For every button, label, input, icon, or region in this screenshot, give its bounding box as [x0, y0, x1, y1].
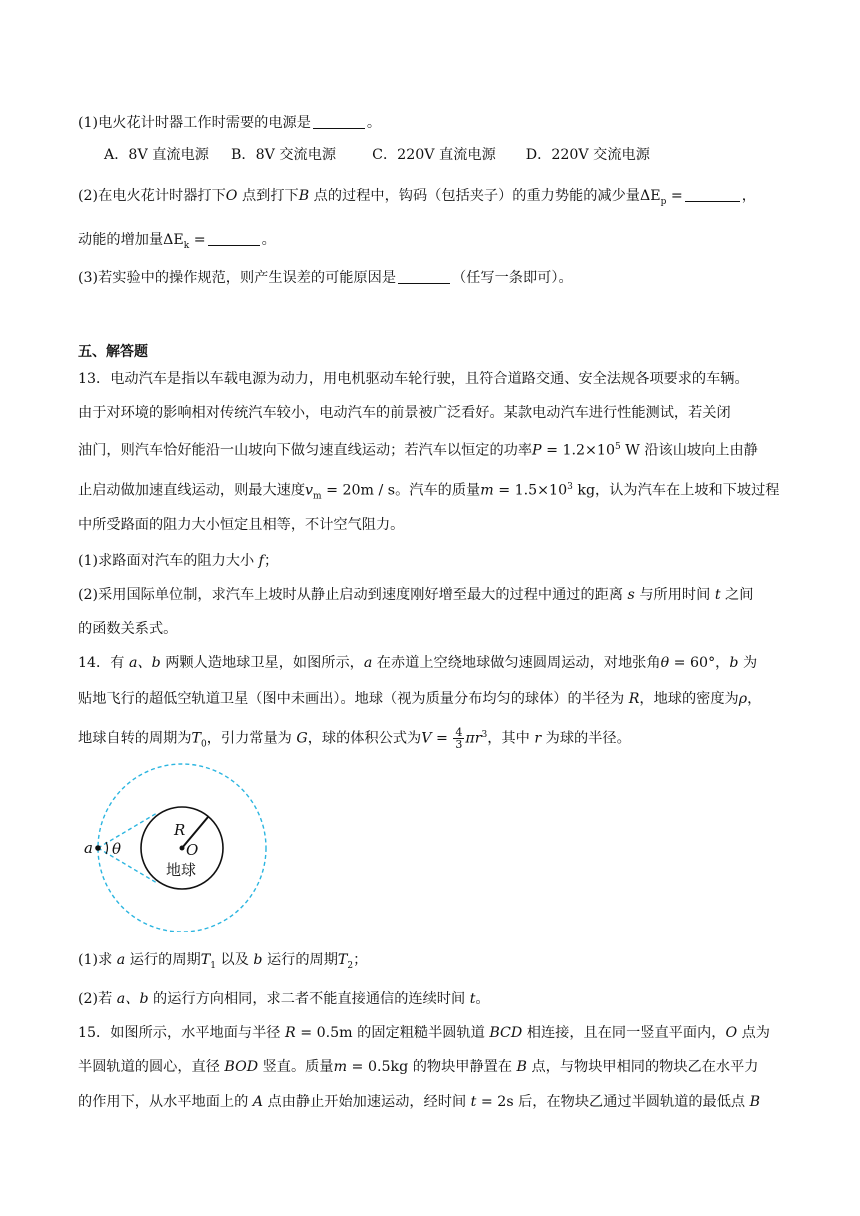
q13-s2-t: t — [710, 587, 726, 603]
q15-a: A — [248, 1094, 268, 1110]
satellite-a-point — [95, 845, 101, 851]
q14-l3e: 为球的半径。 — [545, 730, 631, 747]
q14-s1-a: a — [112, 952, 130, 968]
option-b: B．8V 交流电源 — [230, 147, 337, 163]
q3-blank — [398, 269, 450, 284]
q1-blank — [313, 114, 365, 129]
q14-t0: T — [191, 730, 201, 747]
q13-v-sub: m — [313, 491, 322, 502]
q14-s2c: 。 — [475, 991, 490, 1007]
q15-l1d: 点为 — [741, 1025, 770, 1041]
q14-line3 — [78, 725, 631, 755]
q2-line — [78, 186, 756, 212]
q14-fraction — [453, 727, 464, 750]
q2-point-b: B — [298, 188, 310, 204]
q13-sub1 — [78, 551, 278, 571]
q15-l1c: 相连接，且在同一竖直平面内， — [526, 1025, 726, 1041]
q13-s2a: (2)采用国际单位制，求汽车上坡时从静止启动到速度刚好增至最大的过程中通过的距离 — [78, 587, 624, 603]
q14-a: a — [363, 655, 377, 671]
label-r: R — [174, 821, 186, 839]
q13-power-symbol: P — [532, 442, 542, 459]
q14-g: G — [291, 730, 308, 747]
q2-delta-ek: ΔE — [163, 232, 184, 248]
q13-power-value: = 1.2×10 — [541, 442, 615, 459]
section-title: 五、解答题 — [78, 344, 148, 360]
q1-line — [78, 113, 381, 133]
q13-sub2-line2: 的函数关系式。 — [78, 621, 178, 637]
q15-m-value: = 0.5kg — [347, 1059, 409, 1075]
q14-t0-sub: 0 — [200, 739, 207, 750]
q14-t2: T — [337, 952, 348, 968]
theta-arc — [106, 842, 108, 854]
q2-mid: 点到打下 — [237, 188, 299, 204]
q15-bcd: BCD — [484, 1025, 527, 1041]
q14-s1c: 以及 — [215, 952, 249, 968]
q13-l3b: 沿该山坡向上由静 — [639, 442, 758, 459]
q15-t-value: = 2s — [476, 1094, 514, 1110]
q14-frac-num: 4 — [455, 726, 463, 740]
q14-s2b: 的运行方向相同，求二者不能直接通信的连续时间 — [153, 991, 466, 1007]
q2-post: 点的过程中，钩码（包括夹子）的重力势能的减少量 — [309, 188, 640, 204]
q14-exp: 3 — [481, 730, 488, 740]
q14-radius: R — [624, 691, 640, 707]
q14-l2a: 贴地飞行的超低空轨道卫星（图中未画出）。地球（视为质量分布均匀的球体）的半径为 — [78, 691, 625, 707]
q14-l3c: ，球的体积公式为 — [307, 730, 422, 747]
q14-l1a: 14．有 — [78, 655, 125, 671]
q15-l1a: 15．如图所示，水平地面与半径 — [78, 1025, 281, 1041]
q13-s1: (1)求路面对汽车的阻力大小 — [78, 553, 255, 569]
q2-sub-p: p — [660, 196, 667, 207]
q2-line2-text: 动能的增加量 — [78, 232, 164, 248]
q14-ab: a、b — [124, 655, 166, 671]
q13-l4b: 。汽车的质量 — [395, 482, 481, 499]
q13-mass-symbol: m — [480, 482, 494, 499]
q15-t: t — [466, 1094, 477, 1110]
q14-r: r — [529, 730, 546, 747]
q15-line2 — [78, 1057, 758, 1077]
q3-line — [78, 268, 573, 288]
q15-b: B — [512, 1059, 532, 1075]
q15-l3a: 的作用下，从水平地面上的 — [78, 1094, 249, 1110]
q14-b: b — [729, 655, 743, 671]
q15-l2c: 的物块甲静置在 — [408, 1059, 513, 1075]
q13-v-value: = 20m / s — [321, 482, 396, 499]
q15-l1b: 的固定粗糙半圆轨道 — [352, 1025, 485, 1041]
q2-eq2: = — [189, 232, 206, 248]
q15-line3 — [78, 1092, 760, 1112]
q13-l4c: ，认为汽车在上坡和下坡过程 — [595, 482, 780, 499]
label-o: O — [186, 841, 199, 859]
q1-text: (1)电火花计时器工作时需要的电源是 — [78, 115, 311, 131]
q14-l1d: ， — [715, 655, 730, 671]
q14-l2c: ， — [747, 691, 762, 707]
q2-delta-ep: ΔE — [639, 188, 661, 204]
q13-line1: 13．电动汽车是指以车载电源为动力，用电机驱动车轮行驶，且符合道路交通、安全法规各项要求的车辆。 — [78, 371, 749, 387]
q14-t1-sub: 1 — [210, 960, 216, 971]
q2-eq: = — [666, 188, 683, 204]
q14-s1a: (1)求 — [78, 952, 113, 968]
label-a: a — [84, 839, 93, 857]
q15-line1 — [78, 1023, 770, 1043]
q2-blank-ek — [208, 231, 260, 246]
q14-s2a: (2)若 — [78, 991, 113, 1007]
q13-line2: 由于对环境的影响相对传统汽车较小，电动汽车的前景被广泛看好。某款电动汽车进行性能测试，若关闭 — [78, 405, 731, 421]
q13-mass-exp: 3 — [567, 482, 573, 492]
label-earth: 地球 — [166, 861, 197, 879]
q15-bod: BOD — [219, 1059, 263, 1075]
q13-mass-unit: kg — [572, 482, 596, 499]
q2-sub-k: k — [183, 240, 190, 251]
q13-mass-value: = 1.5×10 — [493, 482, 568, 499]
q14-t1: T — [200, 952, 211, 968]
q13-l3a: 油门，则汽车恰好能沿一山坡向下做匀速直线运动；若汽车以恒定的功率 — [78, 442, 533, 459]
satellite-orbit-figure — [80, 762, 280, 932]
q2-blank-ep — [685, 187, 740, 202]
q2-comma: ， — [741, 188, 756, 204]
q13-s1-f: f — [254, 553, 264, 569]
q15-o: O — [725, 1025, 742, 1041]
q14-s2-t: t — [465, 991, 476, 1007]
q14-s1e: ； — [353, 952, 368, 968]
q14-l3b: ，引力常量为 — [206, 730, 292, 747]
q14-theta: θ — [660, 655, 670, 671]
q14-s2-ab: a、b — [112, 991, 154, 1007]
q1-end: 。 — [366, 115, 382, 131]
q15-l3c: 后，在物块乙通过半圆轨道的最低点 — [513, 1094, 746, 1110]
q14-s1-b: b — [248, 952, 267, 968]
q13-s2c: 之间 — [725, 587, 754, 603]
q14-l3a: 地球自转的周期为 — [78, 730, 192, 747]
q15-l2b: 竖直。质量 — [262, 1059, 334, 1075]
option-d: D．220V 交流电源 — [525, 147, 650, 163]
q13-s2b: 与所用时间 — [639, 587, 711, 603]
q15-l2d: 点，与物块甲相同的物块乙在水平力 — [531, 1059, 759, 1075]
q14-s1b: 运行的周期 — [129, 952, 201, 968]
q14-l2b: ，地球的密度为 — [639, 691, 739, 707]
q1-options — [104, 145, 650, 165]
q13-v-symbol: v — [305, 482, 314, 499]
q14-l1b: 两颗人造地球卫星，如图所示， — [165, 655, 364, 671]
q15-m: m — [333, 1059, 348, 1075]
q14-sub1 — [78, 950, 367, 976]
q3-end: （任写一条即可）。 — [452, 270, 573, 286]
q15-r-value: = 0.5m — [295, 1025, 353, 1041]
q13-sub2 — [78, 585, 753, 605]
center-point — [180, 846, 185, 851]
q2-end: 。 — [261, 232, 276, 248]
q13-power-unit: W — [620, 442, 640, 459]
q13-s1-end: ； — [263, 553, 279, 569]
q2-pre: (2)在电火花计时器打下 — [78, 188, 226, 204]
q14-line1 — [78, 653, 757, 673]
q14-sub2 — [78, 989, 490, 1009]
q14-rho: ρ — [738, 691, 748, 707]
q2-line2 — [78, 230, 276, 256]
label-theta: θ — [112, 840, 122, 858]
q2-point-o: O — [225, 188, 238, 204]
q3-text: (3)若实验中的操作规范，则产生误差的可能原因是 — [78, 270, 397, 286]
option-c: C．220V 直流电源 — [372, 147, 496, 163]
q14-frac-den: 3 — [455, 738, 463, 752]
q14-theta-value: = 60° — [669, 655, 716, 671]
q15-l3b: 点由静止开始加速运动，经时间 — [267, 1094, 467, 1110]
q14-line2 — [78, 689, 761, 709]
q14-l3d: ，其中 — [487, 730, 530, 747]
q14-s1d: 运行的周期 — [266, 952, 338, 968]
q14-l1c: 在赤道上空绕地球做匀速圆周运动，对地张角 — [376, 655, 661, 671]
q13-l4a: 止启动做加速直线运动，则最大速度 — [78, 482, 306, 499]
q13-line4 — [78, 477, 780, 507]
q14-l1e: 为 — [742, 655, 758, 671]
q13-line3 — [78, 437, 758, 461]
q15-r: R — [280, 1025, 296, 1041]
q15-l2a: 半圆轨道的圆心，直径 — [78, 1059, 220, 1075]
q14-v: V — [421, 730, 432, 747]
q13-s2-s: s — [623, 587, 640, 603]
option-a: A．8V 直流电源 — [104, 147, 209, 163]
q15-b2: B — [745, 1094, 761, 1110]
q14-eq: = — [431, 730, 453, 747]
q14-t2-sub: 2 — [347, 960, 354, 971]
q13-power-exp: 5 — [614, 442, 621, 452]
q14-pi-r: πr — [465, 730, 482, 747]
q13-line5: 中所受路面的阻力大小恒定且相等，不计空气阻力。 — [78, 517, 405, 533]
